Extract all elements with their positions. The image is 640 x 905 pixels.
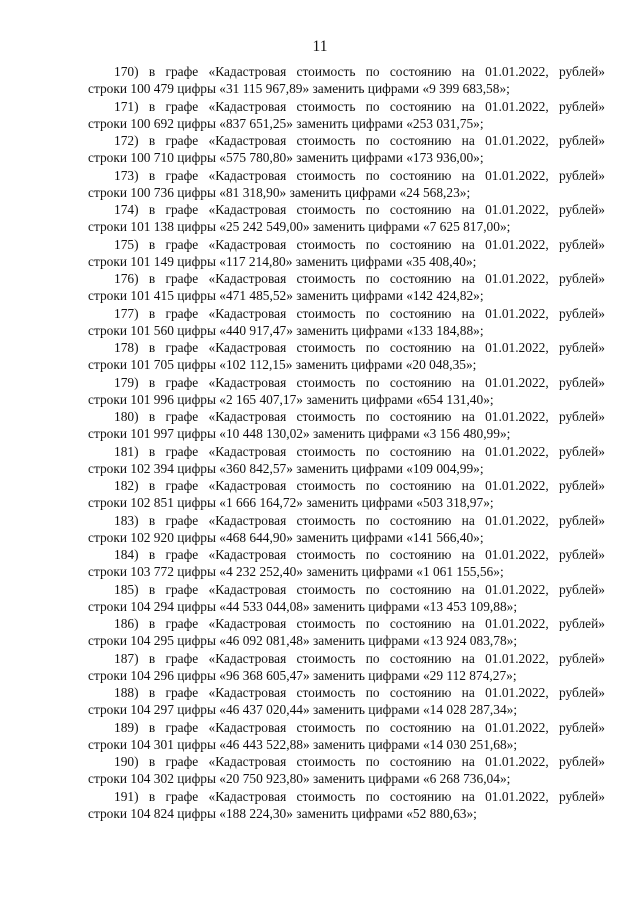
amendment-item (88, 546, 605, 581)
amendment-replacement: строки 101 996 цифры «2 165 407,17» заменить цифрами «654 131,40»; (88, 391, 494, 407)
amendment-replacement: строки 100 736 цифры «81 318,90» заменить цифрами «24 568,23»; (88, 184, 471, 200)
amendment-replacement: строки 104 294 цифры «44 533 044,08» заменить цифрами «13 453 109,88»; (88, 598, 518, 614)
amendment-clause: 175) в графе «Кадастровая стоимость по состоянию на 01.01.2022, рублей» (114, 236, 605, 252)
amendment-clause: 189) в графе «Кадастровая стоимость по состоянию на 01.01.2022, рублей» (114, 719, 605, 735)
amendment-item (88, 63, 605, 98)
amendment-clause: 174) в графе «Кадастровая стоимость по состоянию на 01.01.2022, рублей» (114, 202, 605, 217)
amendment-item (88, 788, 605, 823)
amendment-replacement: строки 104 295 цифры «46 092 081,48» заменить цифрами «13 924 083,78»; (88, 633, 518, 649)
amendment-clause: 184) в графе «Кадастровая стоимость по состоянию на 01.01.2022, рублей» (114, 547, 605, 562)
amendment-clause: 188) в графе «Кадастровая стоимость по состоянию на 01.01.2022, рублей» (114, 685, 605, 700)
amendment-clause: 171) в графе «Кадастровая стоимость по состоянию на 01.01.2022, рублей» (114, 98, 605, 114)
amendment-item (88, 443, 605, 478)
amendment-item (88, 98, 605, 133)
amendment-item (88, 615, 605, 650)
amendment-replacement: строки 100 710 цифры «575 780,80» заменить цифрами «173 936,00»; (88, 150, 484, 166)
amendment-list (88, 63, 605, 822)
amendment-item (88, 719, 605, 754)
amendment-replacement: строки 104 824 цифры «188 224,30» заменить цифрами «52 880,63»; (88, 805, 477, 821)
amendment-item (88, 684, 605, 719)
amendment-item (88, 305, 605, 340)
amendment-item (88, 408, 605, 443)
amendment-clause: 190) в графе «Кадастровая стоимость по состоянию на 01.01.2022, рублей» (114, 754, 605, 769)
amendment-replacement: строки 101 997 цифры «10 448 130,02» заменить цифрами «3 156 480,99»; (88, 426, 511, 442)
amendment-replacement: строки 104 297 цифры «46 437 020,44» заменить цифрами «14 028 287,34»; (88, 702, 518, 718)
amendment-clause: 191) в графе «Кадастровая стоимость по состоянию на 01.01.2022, рублей» (114, 788, 605, 804)
amendment-replacement: строки 101 560 цифры «440 917,47» заменить цифрами «133 184,88»; (88, 322, 484, 338)
amendment-item (88, 167, 605, 202)
amendment-item (88, 270, 605, 305)
amendment-clause: 186) в графе «Кадастровая стоимость по состоянию на 01.01.2022, рублей» (114, 616, 605, 631)
amendment-replacement: строки 101 149 цифры «117 214,80» заменить цифрами «35 408,40»; (88, 253, 477, 269)
amendment-replacement: строки 104 301 цифры «46 443 522,88» заменить цифрами «14 030 251,68»; (88, 736, 518, 752)
amendment-clause: 176) в графе «Кадастровая стоимость по состоянию на 01.01.2022, рублей» (114, 271, 605, 286)
amendment-replacement: строки 101 138 цифры «25 242 549,00» заменить цифрами «7 625 817,00»; (88, 219, 511, 235)
amendment-clause: 170) в графе «Кадастровая стоимость по состоянию на 01.01.2022, рублей» (114, 64, 605, 79)
amendment-clause: 178) в графе «Кадастровая стоимость по состоянию на 01.01.2022, рублей» (114, 340, 605, 355)
amendment-clause: 183) в графе «Кадастровая стоимость по состоянию на 01.01.2022, рублей» (114, 512, 605, 528)
amendment-item (88, 236, 605, 271)
amendment-replacement: строки 102 920 цифры «468 644,90» заменить цифрами «141 566,40»; (88, 529, 484, 545)
amendment-replacement: строки 101 705 цифры «102 112,15» заменить цифрами «20 048,35»; (88, 357, 477, 373)
amendment-replacement: строки 103 772 цифры «4 232 252,40» заменить цифрами «1 061 155,56»; (88, 564, 504, 580)
amendment-item (88, 201, 605, 236)
amendment-clause: 185) в графе «Кадастровая стоимость по состоянию на 01.01.2022, рублей» (114, 581, 605, 597)
amendment-replacement: строки 104 296 цифры «96 368 605,47» заменить цифрами «29 112 874,27»; (88, 667, 517, 683)
amendment-clause: 179) в графе «Кадастровая стоимость по состоянию на 01.01.2022, рублей» (114, 374, 605, 390)
amendment-item (88, 132, 605, 167)
amendment-replacement: строки 104 302 цифры «20 750 923,80» заменить цифрами «6 268 736,04»; (88, 771, 511, 787)
amendment-item (88, 512, 605, 547)
amendment-item (88, 753, 605, 788)
amendment-clause: 180) в графе «Кадастровая стоимость по состоянию на 01.01.2022, рублей» (114, 409, 605, 424)
amendment-item (88, 581, 605, 616)
amendment-item (88, 374, 605, 409)
page-number: 11 (312, 38, 328, 55)
amendment-replacement: строки 101 415 цифры «471 485,52» заменить цифрами «142 424,82»; (88, 288, 484, 304)
amendment-clause: 187) в графе «Кадастровая стоимость по состоянию на 01.01.2022, рублей» (114, 650, 605, 666)
amendment-item (88, 339, 605, 374)
amendment-clause: 173) в графе «Кадастровая стоимость по состоянию на 01.01.2022, рублей» (114, 167, 605, 183)
amendment-clause: 182) в графе «Кадастровая стоимость по состоянию на 01.01.2022, рублей» (114, 478, 605, 493)
amendment-item (88, 477, 605, 512)
amendment-replacement: строки 102 851 цифры «1 666 164,72» заменить цифрами «503 318,97»; (88, 495, 494, 511)
amendment-replacement: строки 100 479 цифры «31 115 967,89» заменить цифрами «9 399 683,58»; (88, 81, 510, 97)
amendment-clause: 177) в графе «Кадастровая стоимость по состоянию на 01.01.2022, рублей» (114, 305, 605, 321)
amendment-replacement: строки 102 394 цифры «360 842,57» заменить цифрами «109 004,99»; (88, 460, 484, 476)
amendment-replacement: строки 100 692 цифры «837 651,25» заменить цифрами «253 031,75»; (88, 115, 484, 131)
amendment-clause: 181) в графе «Кадастровая стоимость по состоянию на 01.01.2022, рублей» (114, 443, 605, 459)
amendment-item (88, 650, 605, 685)
amendment-clause: 172) в графе «Кадастровая стоимость по состоянию на 01.01.2022, рублей» (114, 133, 605, 148)
